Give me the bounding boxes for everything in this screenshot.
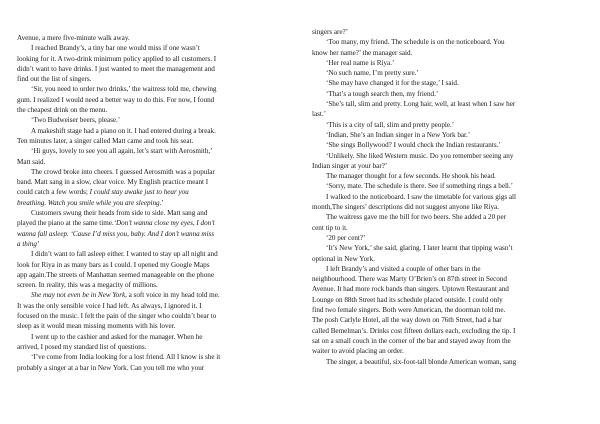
- text-line: I left Brandy’s and visited a couple of other bars in the: [326, 264, 481, 273]
- text-line: singers are?’: [312, 28, 349, 36]
- text-line: ‘No such name, I’m pretty sure.’: [326, 69, 419, 78]
- text-line: arrived, I posed my standard list of questions.: [17, 342, 147, 351]
- text-line: Lounge on 88th Street had its schedule placed outside. I could only: [312, 295, 503, 304]
- text-line: ‘Hi guys, lovely to see you all again, let’s start with Aerosmith,’: [31, 147, 213, 156]
- text-line: The manager thought for a few seconds. He shook his head.: [326, 172, 496, 181]
- text-line: find two female singers. Both were American, the doorman told me.: [312, 306, 506, 315]
- text-line: last.’: [312, 110, 326, 119]
- text-line: played the piano at the same time.‘Don’t wanna close my eyes, I don’t: [17, 219, 215, 228]
- text-line: The posh Carlyle Hotel, all the way down on 76th Street, had a bar: [312, 316, 502, 325]
- text-line: called Bemelman’s. Drinks cost fifteen dollars each, excluding the tip. I: [312, 326, 516, 335]
- text-line: ‘Too many, my friend. The schedule is on the noticeboard. You: [326, 38, 505, 47]
- text-line: optional in New York.: [312, 254, 375, 263]
- text-line: neighbourhood. There was Marty O’Brien’s on 87th street in Second: [312, 275, 507, 284]
- text-line: cent tip to it.: [312, 223, 348, 232]
- text-line: Avenue, a mere five-minute walk away.: [17, 34, 130, 42]
- left-page: [17, 33, 295, 373]
- text-line: ‘That’s a tough search then, my friend.’: [326, 89, 439, 98]
- text-line: Matt said.: [17, 157, 46, 166]
- text-line: find out the list of singers.: [17, 75, 92, 84]
- text-line: ‘It’s New York,’ she said, glaring. I later learnt that tipping wasn’t: [326, 244, 513, 253]
- text-line: ‘She may have changed it for the stage,’ I said.: [326, 79, 459, 88]
- text-line: focused on the music. I felt the pain of the singer who couldn’t bear to: [17, 312, 217, 321]
- text-line: ‘Her real name is Riya.’: [326, 58, 395, 67]
- text-line: ‘Sir, you need to order two drinks,’ the waitress told me, chewing: [31, 85, 217, 94]
- text-line: ‘She sings Bollywood? I would check the Indian restaurants.’: [326, 141, 501, 150]
- right-page: [312, 27, 590, 367]
- text-line: month,The singers’ descriptions did not suggest anyone like Riya.: [312, 203, 499, 212]
- text-line: breathing. Watch you smile while you are sleeping.’: [17, 198, 164, 207]
- text-line: ‘20 per cent?’: [326, 233, 366, 242]
- text-line: ‘I’ve come from India looking for a lost friend. All I know is she it: [31, 353, 221, 362]
- text-line: Customers swung their heads from side to side. Matt sang and: [31, 209, 208, 218]
- text-line: a thing’: [17, 239, 40, 248]
- text-line: know her name?’ the manager said.: [312, 48, 413, 57]
- text-line: band. Matt sang in a slow, clear voice. My English practice meant I: [17, 178, 209, 187]
- text-line: I went up to the cashier and asked for the manager. When he: [31, 332, 203, 341]
- text-line: ‘Indian, She’s an Indian singer in a New York bar.’: [326, 130, 471, 139]
- text-line: probably a singer at a bar in New York. Can you tell me who your: [17, 363, 205, 372]
- text-line: I reached Brandy’s, a tiny bar one would miss if one wasn’t: [31, 44, 200, 53]
- text-line: looking for it. A two-drink minimum policy applied to all customers. I: [17, 54, 217, 63]
- text-line: ‘Sorry, mate. The schedule is there. See if something rings a bell.’: [326, 182, 514, 191]
- text-line: The singer, a beautiful, six-foot-tall blonde American woman, sang: [326, 357, 517, 366]
- text-line: could catch a few words; I could stay awake just to hear you: [17, 188, 189, 197]
- text-line: I didn’t want to fall asleep either. I wanted to stay up all night and: [31, 250, 218, 259]
- text-line: the cheapest drink on the menu.: [17, 106, 108, 115]
- text-line: It was the only sensible voice I had left. As always, I ignored it. I: [17, 301, 202, 310]
- text-line: A makeshift stage had a piano on it. I had entered during a break.: [31, 126, 216, 135]
- text-line: Indian singer at your bar?’: [312, 161, 388, 170]
- text-line: The waitress gave me the bill for two beers. She added a 20 per: [326, 213, 506, 222]
- text-line: I walked to the noticeboard. I saw the timetable for various gigs all: [326, 192, 516, 201]
- text-line: screen. In reality, this was a megacity of millions.: [17, 281, 158, 290]
- text-line: Avenue. It had more rock bands than singers. Uptown Restaurant and: [312, 285, 509, 294]
- text-line: ‘Two Budweiser beers, please.’: [31, 116, 121, 125]
- text-line: sat on a small couch in the corner of the bar and stayed away from the: [312, 336, 511, 345]
- text-line: gum. I realized I would need a better way to do this. For now, I found: [17, 95, 215, 104]
- text-line: ‘Unlikely. She liked Western music. Do you remember seeing any: [326, 151, 514, 160]
- text-line: ‘This is a city of tall, slim and pretty people.’: [326, 120, 455, 129]
- text-line: ‘She’s tall, slim and pretty. Long hair, well, at least when I saw her: [326, 100, 516, 109]
- text-line: The crowd broke into cheers. I guessed Aerosmith was a popular: [31, 167, 215, 176]
- text-line: waiter to avoid placing an order.: [312, 347, 404, 356]
- text-line: didn’t want to have drinks. I just wanted to meet the management and: [17, 64, 215, 73]
- text-line: Ten minutes later, a singer called Matt came and took his seat.: [17, 136, 194, 145]
- text-line: app again.The streets of Manhattan seemed manageable on the phone: [17, 270, 214, 279]
- text-line: wanna fall asleep. ‘Cause I’d miss you, baby. And I don’t wanna miss: [17, 229, 215, 238]
- text-line: look for Riya in as many bars as I could. I opened my Google Maps: [17, 260, 210, 269]
- text-line: She may not even be in New York, a soft voice in my head told me.: [31, 291, 220, 300]
- text-line: sleep as it would mean missing moments with his lover.: [17, 322, 176, 331]
